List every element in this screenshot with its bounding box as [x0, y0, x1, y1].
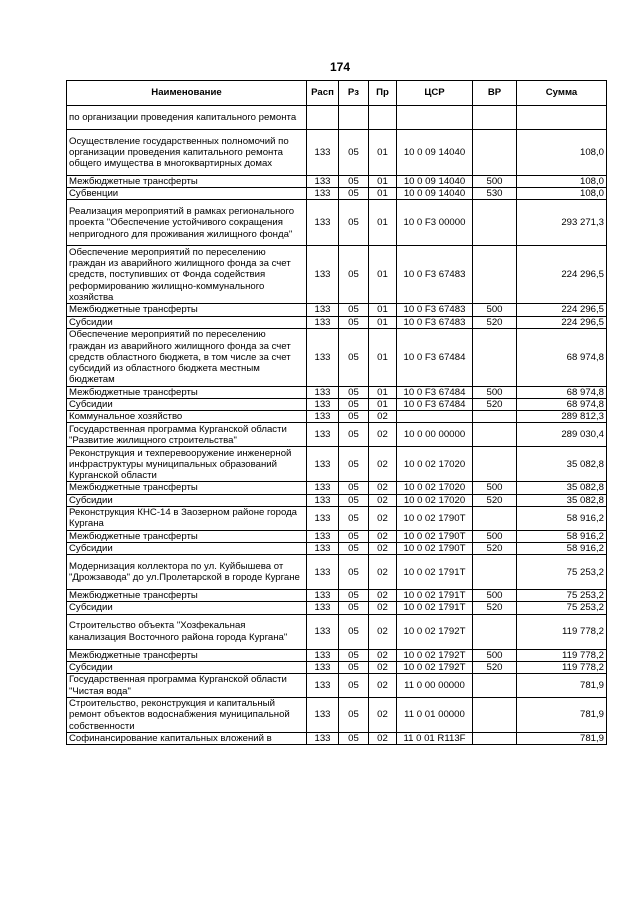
- cell-rasp: 133: [307, 447, 339, 482]
- header-csr: ЦСР: [397, 81, 473, 106]
- cell-rz: 05: [339, 423, 369, 447]
- cell-pr: 01: [369, 399, 397, 411]
- table-row: [67, 246, 607, 304]
- cell-sum: 75 253,2: [517, 590, 607, 602]
- cell-rasp: 133: [307, 733, 339, 745]
- cell-rz: 05: [339, 590, 369, 602]
- cell-pr: 02: [369, 555, 397, 590]
- cell-csr: 10 0 02 1790T: [397, 506, 473, 530]
- cell-vr: 500: [473, 482, 517, 494]
- cell-pr: [369, 106, 397, 130]
- cell-csr: [397, 411, 473, 423]
- table-row: [67, 733, 607, 745]
- cell-rz: 05: [339, 328, 369, 386]
- cell-sum: 119 778,2: [517, 614, 607, 649]
- table-row: [67, 447, 607, 482]
- cell-sum: 108,0: [517, 176, 607, 188]
- cell-vr: [473, 555, 517, 590]
- cell-csr: 10 0 02 1790T: [397, 543, 473, 555]
- cell-name: Межбюджетные трансферты: [67, 304, 307, 316]
- cell-vr: 520: [473, 543, 517, 555]
- cell-rasp: 133: [307, 649, 339, 661]
- cell-vr: 520: [473, 316, 517, 328]
- cell-rz: [339, 106, 369, 130]
- cell-pr: 02: [369, 649, 397, 661]
- cell-csr: 10 0 00 00000: [397, 423, 473, 447]
- cell-csr: 10 0 02 17020: [397, 447, 473, 482]
- cell-name: Субсидии: [67, 543, 307, 555]
- cell-vr: [473, 200, 517, 246]
- table-row: [67, 555, 607, 590]
- cell-rasp: 133: [307, 411, 339, 423]
- cell-csr: 11 0 01 00000: [397, 698, 473, 733]
- table-row: [67, 304, 607, 316]
- cell-rz: 05: [339, 733, 369, 745]
- cell-rasp: 133: [307, 246, 339, 304]
- cell-name: Государственная программа Курганской области "Чистая вода": [67, 674, 307, 698]
- table-row: [67, 661, 607, 673]
- cell-vr: [473, 506, 517, 530]
- cell-name: Субсидии: [67, 661, 307, 673]
- cell-rasp: [307, 106, 339, 130]
- cell-rasp: 133: [307, 494, 339, 506]
- cell-rz: 05: [339, 674, 369, 698]
- cell-csr: 10 0 02 1791T: [397, 555, 473, 590]
- cell-csr: 11 0 01 R113F: [397, 733, 473, 745]
- cell-vr: 500: [473, 386, 517, 398]
- table-row: [67, 482, 607, 494]
- table-row: [67, 176, 607, 188]
- table-row: [67, 674, 607, 698]
- cell-sum: 68 974,8: [517, 386, 607, 398]
- cell-vr: 520: [473, 661, 517, 673]
- cell-name: Реконструкция КНС-14 в Заозерном районе города Кургана: [67, 506, 307, 530]
- cell-csr: 10 0 F3 67484: [397, 328, 473, 386]
- cell-sum: 68 974,8: [517, 328, 607, 386]
- table-row: [67, 543, 607, 555]
- cell-name: Субсидии: [67, 494, 307, 506]
- cell-sum: 289 030,4: [517, 423, 607, 447]
- cell-pr: 01: [369, 246, 397, 304]
- table-row: [67, 590, 607, 602]
- header-rz: Рз: [339, 81, 369, 106]
- cell-sum: 224 296,5: [517, 246, 607, 304]
- cell-rasp: 133: [307, 661, 339, 673]
- cell-vr: 500: [473, 176, 517, 188]
- page-number: 174: [329, 60, 351, 74]
- cell-csr: 10 0 09 14040: [397, 176, 473, 188]
- cell-csr: 10 0 02 1791T: [397, 602, 473, 614]
- table-row: [67, 614, 607, 649]
- table-row: [67, 423, 607, 447]
- table-row: [67, 649, 607, 661]
- cell-rz: 05: [339, 316, 369, 328]
- header-pr: Пр: [369, 81, 397, 106]
- cell-rasp: 133: [307, 423, 339, 447]
- cell-name: по организации проведения капитального ремонта: [67, 106, 307, 130]
- cell-rasp: 133: [307, 304, 339, 316]
- cell-sum: 108,0: [517, 130, 607, 176]
- cell-vr: [473, 614, 517, 649]
- cell-csr: 10 0 F3 67483: [397, 304, 473, 316]
- cell-name: Субсидии: [67, 602, 307, 614]
- table-row: [67, 530, 607, 542]
- table-row: [67, 106, 607, 130]
- cell-vr: [473, 733, 517, 745]
- cell-vr: 520: [473, 494, 517, 506]
- cell-rasp: 133: [307, 506, 339, 530]
- cell-pr: 02: [369, 530, 397, 542]
- cell-pr: 02: [369, 543, 397, 555]
- cell-sum: 119 778,2: [517, 649, 607, 661]
- cell-rz: 05: [339, 698, 369, 733]
- cell-pr: 01: [369, 130, 397, 176]
- cell-name: Строительство объекта "Хозфекальная канализация Восточного района города Кургана": [67, 614, 307, 649]
- cell-csr: 10 0 F3 67483: [397, 246, 473, 304]
- cell-name: Софинансирование капитальных вложений в: [67, 733, 307, 745]
- cell-pr: 02: [369, 482, 397, 494]
- cell-rasp: 133: [307, 555, 339, 590]
- cell-rz: 05: [339, 188, 369, 200]
- cell-vr: [473, 106, 517, 130]
- cell-name: Межбюджетные трансферты: [67, 176, 307, 188]
- cell-name: Межбюджетные трансферты: [67, 386, 307, 398]
- cell-rz: 05: [339, 176, 369, 188]
- cell-pr: 02: [369, 674, 397, 698]
- table-row: [67, 200, 607, 246]
- cell-rasp: 133: [307, 674, 339, 698]
- table-row: [67, 328, 607, 386]
- cell-rz: 05: [339, 447, 369, 482]
- table-row: [67, 188, 607, 200]
- cell-name: Коммунальное хозяйство: [67, 411, 307, 423]
- cell-csr: 10 0 09 14040: [397, 188, 473, 200]
- cell-name: Субсидии: [67, 399, 307, 411]
- cell-rz: 05: [339, 246, 369, 304]
- cell-rz: 05: [339, 200, 369, 246]
- cell-csr: 10 0 F3 00000: [397, 200, 473, 246]
- cell-name: Обеспечение мероприятий по переселению граждан из аварийного жилищного фонда за счет средств, поступивших от Фонда содействия реформированию жилищно-коммунального хозяйства: [67, 246, 307, 304]
- cell-rasp: 133: [307, 176, 339, 188]
- budget-table: [66, 80, 607, 745]
- cell-vr: [473, 698, 517, 733]
- cell-pr: 01: [369, 304, 397, 316]
- cell-sum: 781,9: [517, 698, 607, 733]
- cell-name: Обеспечение мероприятий по переселению граждан из аварийного жилищного фонда за счет средств областного бюджета, в том числе за счет субсидий из областного бюджета местным бюджетам: [67, 328, 307, 386]
- cell-rasp: 133: [307, 130, 339, 176]
- cell-vr: [473, 447, 517, 482]
- cell-sum: 781,9: [517, 674, 607, 698]
- cell-name: Субвенции: [67, 188, 307, 200]
- cell-sum: 75 253,2: [517, 602, 607, 614]
- cell-rz: 05: [339, 482, 369, 494]
- cell-name: Межбюджетные трансферты: [67, 482, 307, 494]
- cell-vr: [473, 130, 517, 176]
- cell-rasp: 133: [307, 200, 339, 246]
- cell-vr: 520: [473, 399, 517, 411]
- cell-name: Реализация мероприятий в рамках регионального проекта "Обеспечение устойчивого сокращения непригодного для проживания жилищного фонда": [67, 200, 307, 246]
- cell-vr: [473, 246, 517, 304]
- cell-name: Осуществление государственных полномочий по организации проведения капитального ремонта общего имущества в многоквартирных домах: [67, 130, 307, 176]
- cell-pr: 01: [369, 176, 397, 188]
- cell-sum: 58 916,2: [517, 543, 607, 555]
- cell-pr: 02: [369, 411, 397, 423]
- cell-sum: 289 812,3: [517, 411, 607, 423]
- cell-pr: 02: [369, 590, 397, 602]
- cell-rz: 05: [339, 543, 369, 555]
- cell-sum: 293 271,3: [517, 200, 607, 246]
- cell-sum: 224 296,5: [517, 316, 607, 328]
- cell-pr: 01: [369, 200, 397, 246]
- cell-vr: 500: [473, 590, 517, 602]
- table-row: [67, 386, 607, 398]
- cell-pr: 01: [369, 386, 397, 398]
- cell-rz: 05: [339, 399, 369, 411]
- table-row: [67, 506, 607, 530]
- cell-rz: 05: [339, 494, 369, 506]
- cell-name: Межбюджетные трансферты: [67, 590, 307, 602]
- cell-rasp: 133: [307, 614, 339, 649]
- cell-csr: 10 0 02 17020: [397, 482, 473, 494]
- cell-pr: 01: [369, 328, 397, 386]
- cell-vr: 500: [473, 304, 517, 316]
- cell-csr: 10 0 02 1792T: [397, 649, 473, 661]
- cell-rz: 05: [339, 130, 369, 176]
- header-vr: ВР: [473, 81, 517, 106]
- header-name: Наименование: [67, 81, 307, 106]
- cell-csr: 10 0 09 14040: [397, 130, 473, 176]
- cell-name: Государственная программа Курганской области "Развитие жилищного строительства": [67, 423, 307, 447]
- cell-name: Строительство, реконструкция и капитальный ремонт объектов водоснабжения муниципальной собственности: [67, 698, 307, 733]
- cell-csr: 10 0 F3 67483: [397, 316, 473, 328]
- cell-rasp: 133: [307, 482, 339, 494]
- table-row: [67, 130, 607, 176]
- cell-rz: 05: [339, 649, 369, 661]
- cell-sum: 58 916,2: [517, 530, 607, 542]
- cell-vr: 530: [473, 188, 517, 200]
- cell-name: Межбюджетные трансферты: [67, 530, 307, 542]
- table-header: [67, 81, 607, 106]
- cell-rasp: 133: [307, 188, 339, 200]
- cell-rz: 05: [339, 661, 369, 673]
- table-body: [67, 106, 607, 745]
- cell-rz: 05: [339, 555, 369, 590]
- cell-pr: 02: [369, 506, 397, 530]
- cell-csr: 10 0 02 17020: [397, 494, 473, 506]
- cell-sum: 35 082,8: [517, 447, 607, 482]
- cell-sum: 224 296,5: [517, 304, 607, 316]
- cell-pr: 02: [369, 602, 397, 614]
- cell-rasp: 133: [307, 530, 339, 542]
- header-sum: Сумма: [517, 81, 607, 106]
- cell-csr: 10 0 02 1791T: [397, 590, 473, 602]
- cell-rz: 05: [339, 614, 369, 649]
- cell-pr: 02: [369, 661, 397, 673]
- cell-pr: 02: [369, 494, 397, 506]
- cell-pr: 02: [369, 698, 397, 733]
- cell-sum: 119 778,2: [517, 661, 607, 673]
- cell-rz: 05: [339, 530, 369, 542]
- cell-pr: 01: [369, 188, 397, 200]
- cell-rz: 05: [339, 386, 369, 398]
- cell-csr: [397, 106, 473, 130]
- cell-sum: 75 253,2: [517, 555, 607, 590]
- cell-name: Модернизация коллектора по ул. Куйбышева от "Дрожзавода" до ул.Пролетарской в городе Кургане: [67, 555, 307, 590]
- cell-rasp: 133: [307, 328, 339, 386]
- cell-sum: 58 916,2: [517, 506, 607, 530]
- cell-vr: [473, 328, 517, 386]
- cell-rasp: 133: [307, 316, 339, 328]
- cell-csr: 11 0 00 00000: [397, 674, 473, 698]
- cell-rz: 05: [339, 506, 369, 530]
- cell-csr: 10 0 02 1790T: [397, 530, 473, 542]
- cell-csr: 10 0 02 1792T: [397, 661, 473, 673]
- cell-vr: 520: [473, 602, 517, 614]
- cell-csr: 10 0 02 1792T: [397, 614, 473, 649]
- cell-pr: 02: [369, 447, 397, 482]
- cell-vr: [473, 423, 517, 447]
- cell-vr: [473, 411, 517, 423]
- cell-name: Реконструкция и техперевооружение инженерной инфраструктуры муниципальных образований Курганской области: [67, 447, 307, 482]
- cell-sum: 108,0: [517, 188, 607, 200]
- cell-csr: 10 0 F3 67484: [397, 386, 473, 398]
- cell-sum: [517, 106, 607, 130]
- cell-sum: 68 974,8: [517, 399, 607, 411]
- cell-sum: 781,9: [517, 733, 607, 745]
- cell-name: Субсидии: [67, 316, 307, 328]
- cell-pr: 02: [369, 423, 397, 447]
- cell-rz: 05: [339, 411, 369, 423]
- cell-vr: 500: [473, 530, 517, 542]
- cell-vr: [473, 674, 517, 698]
- cell-vr: 500: [473, 649, 517, 661]
- cell-pr: 02: [369, 614, 397, 649]
- cell-rasp: 133: [307, 602, 339, 614]
- cell-csr: 10 0 F3 67484: [397, 399, 473, 411]
- cell-rasp: 133: [307, 399, 339, 411]
- cell-pr: 01: [369, 316, 397, 328]
- table-row: [67, 399, 607, 411]
- cell-rasp: 133: [307, 386, 339, 398]
- table-row: [67, 698, 607, 733]
- table-row: [67, 411, 607, 423]
- cell-rasp: 133: [307, 590, 339, 602]
- header-rasp: Расп: [307, 81, 339, 106]
- cell-sum: 35 082,8: [517, 482, 607, 494]
- table-row: [67, 494, 607, 506]
- cell-rz: 05: [339, 602, 369, 614]
- cell-sum: 35 082,8: [517, 494, 607, 506]
- cell-rasp: 133: [307, 698, 339, 733]
- cell-rasp: 133: [307, 543, 339, 555]
- header-row: [67, 81, 607, 106]
- cell-pr: 02: [369, 733, 397, 745]
- table-row: [67, 602, 607, 614]
- cell-rz: 05: [339, 304, 369, 316]
- cell-name: Межбюджетные трансферты: [67, 649, 307, 661]
- table-row: [67, 316, 607, 328]
